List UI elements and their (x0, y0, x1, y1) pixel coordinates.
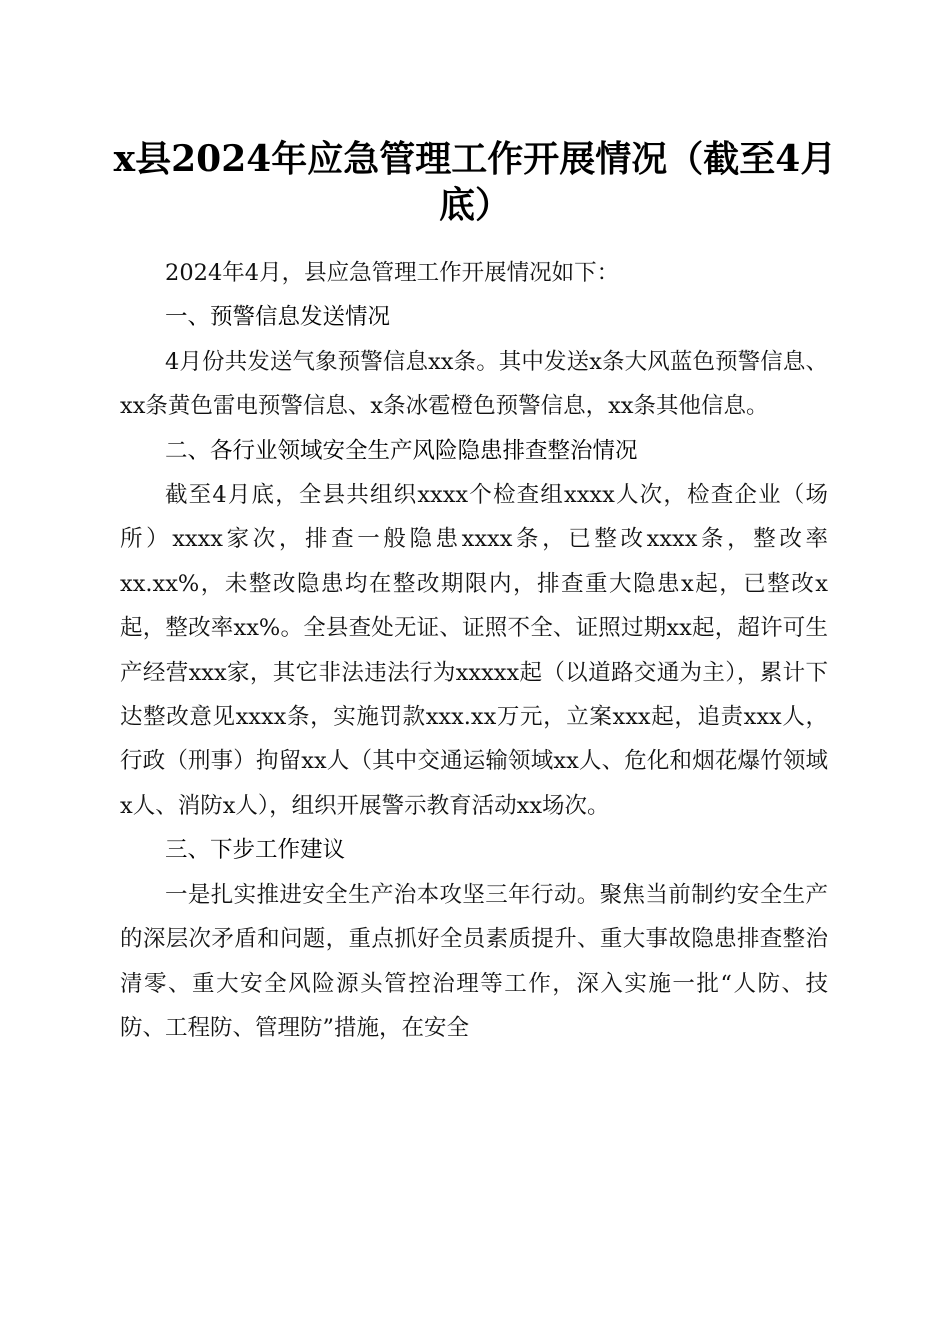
section-paragraph: 4月份共发送气象预警信息xx条。其中发送x条大风蓝色预警信息、xx条黄色雷电预警信息、x条冰雹橙色预警信息，xx条其他信息。 (120, 348, 828, 420)
section-heading-hazard-inspection: 二、各行业领域安全生产风险隐患排查整治情况 (165, 437, 638, 464)
section-heading-warning-info: 一、预警信息发送情况 (165, 304, 391, 331)
section-paragraph: 截至4月底，全县共组织xxxx个检查组xxxx人次，检查企业（场所）xxxx家次，排查一般隐患xxxx条，已整改xxxx条，整改率xx.xx%，未整改隐患均在整改期限内，排查重大隐患x起，已整改x起，整改率xx%。全县查处无证、证照不全、证照过期xx起，超许可生产经营xxx家，其它非法违法行为xxxxx起（以道路交通为主），累计下达整改意见xxxx条，实施罚款xxx.xx万元，立案xxx起，追责xxx人，行政（刑事）拘留xx人（其中交通运输领域xx人、危化和烟花爆竹领域x人、消防x人），组织开展警示教育活动xx场次。 (120, 482, 828, 819)
document-body (120, 251, 828, 1050)
section-paragraph: 一是扎实推进安全生产治本攻坚三年行动。聚焦当前制约安全生产的深层次矛盾和问题，重点抓好全员素质提升、重大事故隐患排查整治清零、重大安全风险源头管控治理等工作，深入实施一批“人防、技防、工程防、管理防”措施，在安全 (120, 881, 828, 1041)
document-title: x县2024年应急管理工作开展情况（截至4月底） (113, 138, 837, 226)
intro-paragraph: 2024年4月，县应急管理工作开展情况如下： (165, 260, 620, 286)
section-heading-next-steps: 三、下步工作建议 (165, 837, 346, 864)
